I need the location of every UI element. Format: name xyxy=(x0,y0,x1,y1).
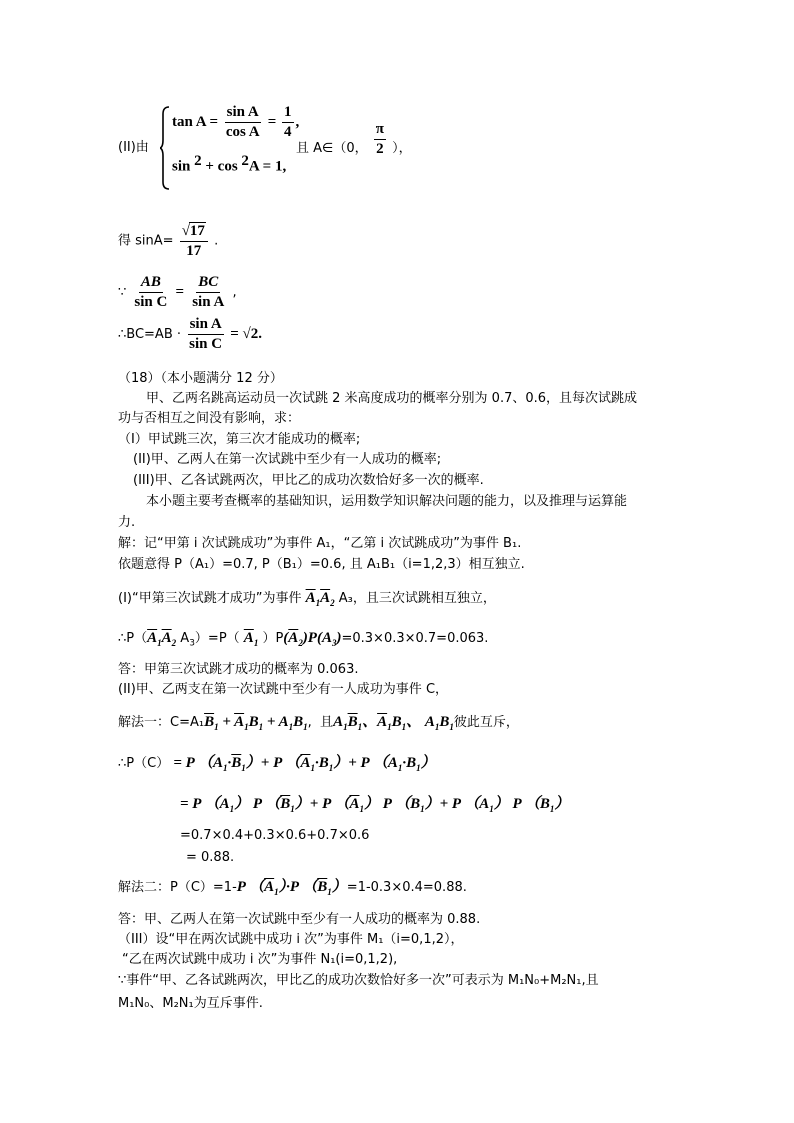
system-line-1: tan A = $\frac{\text{sin A}}{\text{cos A}}$ = $\frac{1}{4}$ , xyxy=(172,104,300,140)
solution-II-line: (II)甲、乙两支在第一次试跳中至少有一人成功为事件 C， xyxy=(118,682,449,697)
solution-III-3: ∵事件“甲、乙各试跳两次，甲比乙的成功次数恰好多一次”可表示为 M₁N₀+M₂N₁,且 xyxy=(118,973,599,988)
q18-part-1: （I）甲试跳三次，第三次才能成功的概率; xyxy=(118,432,361,447)
method-1-line: 解法一：$C=A_1\overline{B}_1 + \overline{A}_1B_1 + A_1B_1$, 且$A_1\overline{B}_1$、$\overline{A}_1B_1$、 $A_1B_1$彼此互斥， xyxy=(118,714,519,732)
answer-2: 答：甲、乙两人在第一次试跳中至少有一人成功的概率为 0.88. xyxy=(118,912,481,927)
solution-line-2: 依题意得 P（A₁）=0.7, P（B₁）=0.6, 且 A₁B₁（i=1,2,3）相互独立. xyxy=(118,557,525,572)
q18-part-3: (III)甲、乙各试跳两次，甲比乙的成功次数恰好多一次的概率. xyxy=(133,473,484,488)
system-line-2: sin $^2$ + cos $^2$A = 1, xyxy=(172,153,287,175)
sinA-result: 得 sinA= $\frac{√17}{17}$ . xyxy=(118,223,219,259)
part2-label: (II)由 xyxy=(118,140,149,155)
q18-text-1: 甲、乙两名跳高运动员一次试跳 2 米高度成功的概率分别为 0.7、0.6，且每次试跳成 xyxy=(146,391,638,406)
system-condition: 且 A∈（0， $\frac{\pi}{2}$ ）， xyxy=(296,121,412,157)
law-of-sines: ∵ $\frac{AB}{\text{sin C}}$ = $\frac{BC}{\text{sin A}}$ , xyxy=(118,274,237,310)
q18-note-1: 本小题主要考查概率的基础知识，运用数学知识解决问题的能力，以及推理与运算能 xyxy=(146,494,628,509)
answer-1: 答：甲第三次试跳才成功的概率为 0.063. xyxy=(118,662,359,677)
solution-I-calc: $\therefore P(\overline{A}_1\overline{A}_2$ $A_3)=P$（ $\overline{A}_1$ ）$P(\overline{A}_2)P(A_3)=0.3\times 0.3\times 0.7=0.063$. xyxy=(118,630,489,649)
bc-result: ∴BC=AB · $\frac{\text{sin A}}{\text{sin C}}$ = √2. xyxy=(118,316,263,352)
pc-numeric: =0.7×0.4+0.3×0.6+0.7×0.6 xyxy=(180,828,370,843)
solution-III-1: （III）设“甲在两次试跳中成功 i 次”为事件 M₁（i=0,1,2）， xyxy=(118,932,464,947)
q18-note-2: 力. xyxy=(118,515,136,530)
method-2-line: 解法二：P（C）=1-P $(\overline{A}_1)\cdot P$ $(\overline{B}_1)=1-0.3\times 0.4=0.88$. xyxy=(118,879,467,897)
pc-result: = 0.88. xyxy=(186,850,235,865)
solution-I-line: (I)“甲第三次试跳才成功”为事件 $\overline{A}_1\overline{A}_2$ A₃，且三次试跳相互独立， xyxy=(118,590,496,608)
q18-part-2: (II)甲、乙两人在第一次试跳中至少有一人成功的概率; xyxy=(133,452,442,467)
left-brace xyxy=(160,106,170,190)
solution-III-2: “乙在两次试跳中成功 i 次”为事件 N₁(i=0,1,2), xyxy=(122,952,398,967)
q18-text-2: 功与否相互之间没有影响，求： xyxy=(118,411,301,426)
pc-expression: ∴P（C） = P $(A_1\cdot\overline{B}_1)+ P$ $(\overline{A}_1\cdot B_1)+ P$ $(A_1\cdot B_1)$ xyxy=(118,755,436,773)
q18-header: （18）（本小题满分 12 分） xyxy=(118,371,283,386)
solution-III-4: M₁N₀、M₂N₁为互斥事件. xyxy=(118,996,263,1011)
pc-expansion: = P $(A_1)$ P $(\overline{B}_1)+ P$ $(\overline{A}_1)$ P $(B_1)+ P$ $(A_1)$ P $(B_1)$ xyxy=(180,796,570,814)
solution-line-1: 解：记“甲第 i 次试跳成功”为事件 A₁，“乙第 i 次试跳成功”为事件 B₁. xyxy=(118,536,522,551)
